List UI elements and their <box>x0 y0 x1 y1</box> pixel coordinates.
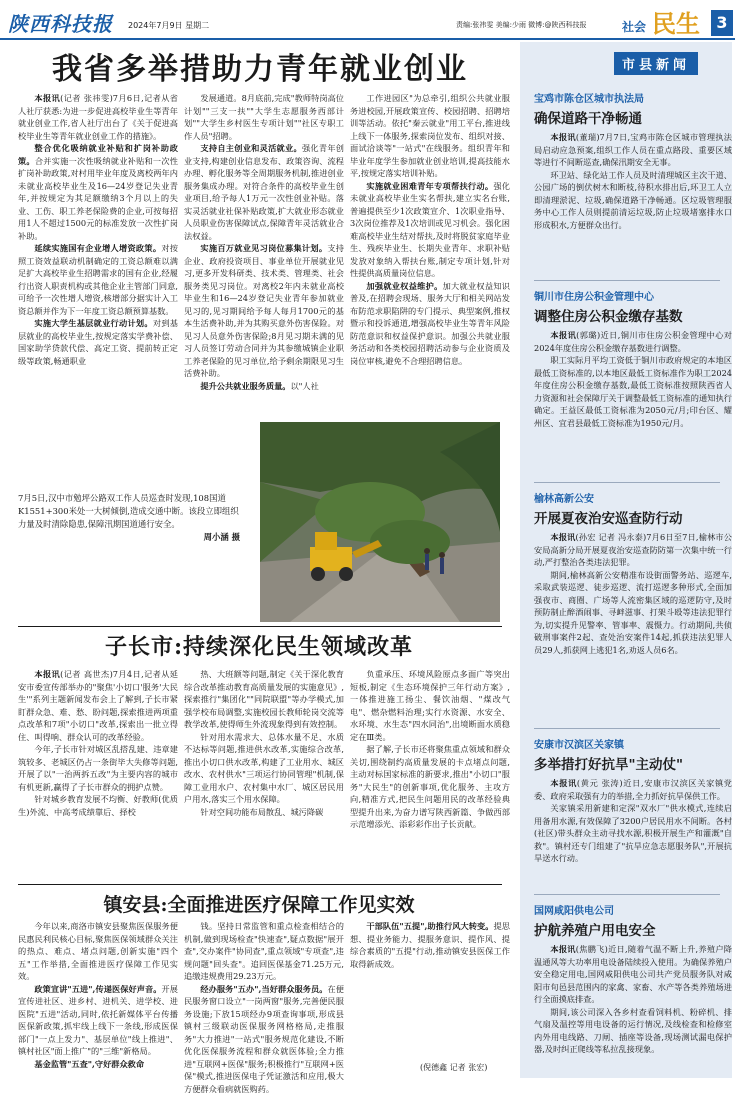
paragraph-text: (董瑞)7月7日,宝鸡市陈仓区城市管理执法局启动应急预案,组织工作人员在重点路段、重要区域等进行不间断巡查,确保汛期安全无事。 <box>534 132 732 167</box>
subheading: 支持自主创业和灵活就业。 <box>200 143 302 153</box>
paragraph: 职工实际月平均工资低于铜川市政府规定的本地区最低工资标准的,以本地区最低工资标准作为职工2024年度住房公积金缴存基数,最低工资标准按照陕西省人力资源和社会保障厅关于调整最低工资标准的通知执行确定。王益区最低工资标准为2050元/月;印台区、耀州区、宜君县最低工资标准为1950元/月。 <box>534 354 732 429</box>
paragraph <box>534 131 732 169</box>
sidebar-separator <box>534 728 720 729</box>
paragraph-text: (记者 高世杰)7月4日,记者从延安市委宣传部举办的"聚焦'小切口'服务'大民生'"系列主题新闻发布会上了解到,子长市紧盯群众急、难、愁、盼问题,探索推进两项重点改革和7项"小切口"改革,探索出一批立得住、叫得响、群众认可的改革经验。 <box>18 669 178 742</box>
subheading: 政策宣讲"五进",传递医保好声音。 <box>34 984 161 994</box>
paragraph <box>18 142 178 242</box>
lead-column-1 <box>18 92 178 492</box>
section-label: 社会 <box>622 18 646 35</box>
paragraph <box>534 531 732 569</box>
third-column-3 <box>350 920 510 1075</box>
sidebar-separator <box>534 894 720 895</box>
paragraph-text: (孙宏 记者 冯永泰)7月6日至7日,榆林市公安局高新分局开展夏夜治安巡查防防第一次集中统一行动,严打整治各类违法犯罪。 <box>534 532 732 567</box>
story-body <box>534 943 732 1056</box>
story-body <box>534 777 732 865</box>
paragraph <box>184 920 344 983</box>
paragraph-text: 提思想、提业务能力、提服务意识、提作风、提综合素质的"五提"行动,推动镇安县医保工作取得新成效。 <box>350 921 510 969</box>
paragraph <box>534 943 732 1006</box>
story-body <box>534 531 732 656</box>
paragraph <box>18 743 178 793</box>
paragraph <box>18 317 178 367</box>
paragraph-text: 今年,子长市针对城区乱搭乱建、违章建筑较多、老城区仍占一条街毕大失修等问题,开展了以"一治两拆五改"为主要内容的城市有机更新,赢得了子长市群众的拥护点赞。 <box>18 744 178 792</box>
sidebar-city-news <box>520 42 732 1078</box>
paragraph <box>18 920 178 983</box>
byline-label: 本报讯 <box>550 132 575 142</box>
sidebar-story <box>534 90 732 280</box>
paragraph-text: 据了解,子长市还将聚焦重点领域和群众关切,围绕制约高质量发展的卡点堵点问题,主动对标国家标准的新要求,推出"小切口"服务"大民生"的创新事项,优化服务、主攻方向,精准方式,把民生问题用民的改革经验典型提升出来,为奋力谱写陕西新篇、争做西部示范增添光、添彩彩作出子长贡献。 <box>350 744 510 829</box>
masthead <box>0 0 735 40</box>
lead-column-3 <box>350 92 510 422</box>
story-title: 多举措打好抗旱"主动仗" <box>534 753 732 773</box>
photo-credit: 周小涵 摄 <box>18 531 240 544</box>
newspaper-logo: 陕西科技报 <box>8 8 113 37</box>
third-column-1 <box>18 920 178 1075</box>
subheading: 实施就业困难青年专项帮扶行动。 <box>366 181 493 191</box>
page-number: 3 <box>711 10 733 36</box>
subheading: 整合优化吸纳就业补贴和扩岗补助政策。 <box>18 143 178 166</box>
paragraph <box>18 1058 178 1071</box>
paragraph <box>350 920 510 970</box>
story-kicker: 宝鸡市陈仓区城市执法局 <box>534 90 732 105</box>
paragraph-text: 工作进园区"为总牵引,组织公共就业服务进校园,开展政策宣传、校园招聘、招聘培训等活动。依托"秦云就业"用工平台,推进线上线下一体服务,探索岗位发布、组织对接、面试洽谈等"一站式"在线服务。组织青年和毕业年度学生参加就业创业培训,提高技能水平,按规定落实培训补贴。 <box>350 93 510 178</box>
paragraph-text: 加大就业权益知识普及,在招聘会现场、服务大厅和相关网站发布防范求职陷阱的专门提示、典型案例,推权暨示和投诉通道,增强高校毕业生等青年风险防范意识和权益保护意识。加强公共就业服务活动和各类校园招聘活动参与企业资质及岗位审核,避免不合理招聘信息。 <box>350 281 510 366</box>
byline-label: 本报讯 <box>550 532 575 542</box>
story-body <box>534 329 732 429</box>
sidebar-band: 市县新闻 <box>614 52 698 75</box>
third-credit: (倪德鑫 记者 张宏) <box>420 1062 510 1076</box>
paragraph-text: (黄元 张涛)近日,安康市汉滨区关家镇党委、政府采取强有力的举措,全力抓好抗旱保供工作。 <box>534 778 732 801</box>
second-column-3 <box>350 668 510 878</box>
paragraph-text: 对按照工资效益联动机制确定的工资总额难以满足扩大高校毕业生招聘需求的国有企业,经履行出资人职责机构或其他企业主管部门同意,可给予一次性增人增资,核增部分据实计入工资总额并作为下一年度工资总额预算基数。 <box>18 243 178 316</box>
editor-credits: 责编:张祎雯 美编:少雨 微博:@陕西科技报 <box>456 20 587 30</box>
story-title: 护航养殖户用电安全 <box>534 919 732 939</box>
sidebar-separator <box>534 482 720 483</box>
paragraph <box>534 777 732 802</box>
paragraph <box>184 92 344 142</box>
paragraph <box>18 668 178 743</box>
photo-caption <box>18 492 240 544</box>
byline-label: 本报讯 <box>550 778 577 788</box>
paragraph: 关家镇采用新建和定深"双水厂"供水模式,连续启用备用水源,有效保障了3200户居民用水不间断。各村(社区)带头群众主动寻找水源,积极开展生产和灌溉"自救"。镇村还专门组建了"抗旱应急志愿服务队",开展抗旱送水行动。 <box>534 802 732 865</box>
story-kicker: 榆林高新公安 <box>534 490 732 505</box>
paragraph-text: (焦鹏飞)近日,随着气温不断上升,养殖户降温通风等大功率用电设备陆续投入使用。为确保养殖户安全稳定用电,国网咸阳供电公司共产党员服务队对咸阳市旬邑县范围内的家禽、家畜、水产等各类养殖场进行全面摸底排查。 <box>534 944 732 1004</box>
byline-label: 本报讯 <box>550 944 575 954</box>
paragraph <box>18 92 178 142</box>
story-kicker: 国网咸阳供电公司 <box>534 902 732 917</box>
subheading: 加强就业权益维护。 <box>366 281 442 291</box>
paragraph <box>350 180 510 280</box>
subheading: 实施百万就业见习岗位募集计划。 <box>200 243 327 253</box>
paragraph-text: 钱。坚持日常监管和重点检查相结合的机制,做到现场检查"快速查",疑点数据"展开查",交办案件"协同查",重点领域"专项查",违规问题"回头查"。追回医保基金71.25万元,追缴违规费用29.23万元。 <box>184 921 344 981</box>
paragraph-text: 针对空间功能布局散乱、城污降碳 <box>200 807 323 817</box>
paragraph-text: 针对城乡教育发展不均衡、好教师(优质生)外流、中高考成绩靠后、择校 <box>18 794 178 817</box>
paragraph <box>184 242 344 380</box>
story-kicker: 安康市汉滨区关家镇 <box>534 736 732 751</box>
divider-line <box>18 884 502 885</box>
lead-column-2 <box>184 92 344 422</box>
lead-headline: 我省多举措助力青年就业创业 <box>30 44 490 88</box>
paragraph <box>350 668 510 743</box>
paragraph: 期间,榆林高新公安精准布设街面警务站、巡逻车,采取武装巡逻、徒步巡逻、流打巡逻多种形式,全面加强夜市、商圈、广场等人流密集区域的巡逻防守,及时预防制止醉酒闹事、寻衅滋事、打架斗殴等违法犯罪行为,切实提升见警率、管事率、震慑力。行动期间,共侦破刑事案件2起、查处治安案件14起,抓获违法犯罪人员29人,抓获网上逃犯1名,劝返人员6名。 <box>534 569 732 657</box>
paragraph <box>350 743 510 831</box>
paragraph-text: 负重承压、环境风险原点多面广等突出短板,制定《生态环境保护三年行动方案》,一体推进施工扬尘、餐饮油烟、"煤改气电"、燃杂燃料治理;实行水资源、水安全、水环境、水生态"四水同治",出境断面水质稳定在Ⅲ类。 <box>350 669 510 742</box>
byline-label: 本报讯 <box>34 93 60 103</box>
third-headline: 镇安县:全面推进医疗保障工作见实效 <box>20 890 498 917</box>
paragraph-text: 发展通道。8月底前,完成"教师特岗高位计划""三支一扶""大学生志愿服务西部计划""大学生乡村医生专项计划""社区专职工作人员"招聘。 <box>184 93 344 141</box>
paragraph-text: 强化青年创业支持,构建创业信息发布、政策咨询、流程办理、孵化服务等全周期服务机制,推进创业服务集成办理。对符合条件的高校毕业生创业项目,给予每人1万元一次性创业补贴。落实灵活就业社保补贴政策,扩大就业形态就业人员职业伤害保障试点,保障青年灵活就业合法权益。 <box>184 143 344 241</box>
paragraph: 期间,该公司深入各乡村查看饲料机、粉碎机、排气扇及温控等用电设备的运行情况,及线检查和检修室内外用电线路、刀闸、插座等设备,现场测试漏电保护器,及时纠正爬线等私拉乱接现象。 <box>534 1006 732 1056</box>
paragraph-text: (郭璐)近日,铜川市住房公积金管理中心对2024年度住房公积金缴存基数进行调整。 <box>534 330 732 353</box>
paragraph-text: 强化未就业高校毕业生实名帮扶,建立实名台账,普遍提供至少1次政策宣介、1次职业指导、3次岗位推荐及1次培训或见习机会。强化困难高校毕业生结对帮扶,及时将脱贫家庭毕业生、残疾毕业生、长期失业青年、求职补贴发放对象纳入帮扶台账,制定专项计划,针对性提供高质量岗位信息。 <box>350 181 510 279</box>
paragraph <box>18 793 178 818</box>
paragraph <box>18 983 178 1058</box>
section-char: 民生 <box>652 4 700 39</box>
paragraph <box>350 92 510 180</box>
issue-date: 2024年7月9日 星期二 <box>128 20 209 31</box>
story-title: 调整住房公积金缴存基数 <box>534 305 732 325</box>
paragraph <box>184 668 344 731</box>
story-title: 开展夏夜治安巡查防行动 <box>534 507 732 527</box>
paragraph <box>184 806 344 819</box>
sidebar-story <box>534 902 732 1072</box>
second-headline: 子长市:持续深化民生领域改革 <box>20 630 498 661</box>
story-body <box>534 131 732 231</box>
sidebar-story <box>534 288 732 482</box>
subheading: 延续实施国有企业增人增资政策。 <box>34 243 161 253</box>
paragraph-text: 针对用水需求大、总体水量不足、水质不达标等问题,推进供水改革,实施综合改革,推出小切口供水改革,构建了工业用水、城区改水、农村供水"三项运行协同管理"机制,保障工业用水户、农村集中水厂、城区居民用户用水,落实三个用水保障。 <box>184 732 344 805</box>
sidebar-separator <box>534 280 720 281</box>
paragraph: 环卫站、绿化站工作人员及时清理城区主次干道、公园广场的倒伏树木和断枝,待积水排出后,环卫工人立即清理淤泥、垃圾,确保道路干净畅通。区垃圾管理服务中心工作人员则提前清运垃圾,防止垃圾堵塞排水口形成积水,方便群众出行。 <box>534 169 732 232</box>
paragraph-text: 对到基层就业的高校毕业生,按规定落实学费补偿、国家助学贷款代偿、高定工资、提前转正定级等政策,畅通职业 <box>18 318 178 366</box>
third-column-2 <box>184 920 344 1075</box>
story-title: 确保道路干净畅通 <box>534 107 732 127</box>
subheading: 提升公共就业服务质量。 <box>200 381 290 391</box>
paragraph-text: 热、大班额等问题,制定《关于深化教育综合改革推动教育高质量发展的实施意见》,探索推行"集团化""同院联盟"等办学模式,加强学校布局调整,实施校园长教师轮岗交流等教学改革,使得师生外流现象得到有效控制。 <box>184 669 344 729</box>
subheading: 实施大学生基层就业行动计划。 <box>34 318 152 328</box>
sidebar-story <box>534 490 732 730</box>
paragraph-text: 合并实施一次性吸纳就业补贴和一次性扩岗补助政策,对村用毕业年度及离校两年内未就业高校毕业生及16—24岁登记失业青年,并按规定为其足额缴纳3个月以上的失业、工伤、职工养老保险费的企业,可按每招用1人不超过1500元的标准发放一次性扩岗补助。 <box>18 156 178 241</box>
paragraph-text: 今年以来,商洛市镇安县聚焦医保服务便民惠民利民核心目标,聚焦医保领域群众关注的热点、难点、堵点问题,创新实施"四个五"工作举措,全面推进医疗保障工作见实效。 <box>18 921 178 981</box>
news-photo-fallen-tree <box>260 422 500 622</box>
second-column-1 <box>18 668 178 878</box>
paragraph-text: 在便民服务窗口设立"一岗两窗"服务,完善便民服务设施;下放15项经办9项查询事项,形成县镇村三级联动医保服务网格格局,走推服务"大力推进"一站式"服务规范化建设,不断优化医保服务流程和群众就医体验;全力推进"互联网+医保"服务;积极推行"互联网+医保"模式,推进医保电子凭证激活和应用,极大方便群众看病就医购药。 <box>184 984 344 1094</box>
divider-line <box>18 626 502 627</box>
byline-label: 本报讯 <box>550 330 576 340</box>
paragraph <box>350 280 510 368</box>
paragraph-text: 以"人社 <box>290 381 318 391</box>
paragraph <box>18 242 178 317</box>
caption-text: 7月5日,汉中市勉坪公路双工作人员巡查时发现,108国道K1551+300米处一大树倾倒,造成交通中断。该段立即组织力量及时清除隐患,保障汛期国道通行安全。 <box>18 492 240 531</box>
subheading: 经办服务"五办",当好群众服务员。 <box>200 984 327 994</box>
paragraph <box>184 731 344 806</box>
paragraph <box>184 380 344 393</box>
story-kicker: 铜川市住房公积金管理中心 <box>534 288 732 303</box>
subheading: 基金监管"五查",守好群众救命 <box>34 1059 144 1069</box>
paragraph <box>534 329 732 354</box>
subheading: 干部队伍"五提",助推行风大转变。 <box>366 921 493 931</box>
paragraph-text: 开展宣传进社区、进乡村、进机关、进学校、进医院"五进"活动,同时,依托新媒体平台传播医保新政策,抓牢线上线下一条线,形成医保部门"一点上发力"、基层单位"线上推进"、镇村社区"面上推广"的"三维"新格局。 <box>18 984 178 1057</box>
paragraph <box>184 142 344 242</box>
sidebar-story <box>534 736 732 896</box>
second-column-2 <box>184 668 344 878</box>
byline-label: 本报讯 <box>34 669 60 679</box>
paragraph <box>184 983 344 1095</box>
paragraph-text: (记者 张祎雯)7月6日,记者从省人社厅获悉:为进一步促进高校毕业生等青年就业创业工作,省人社厅出台了《关于促进高校毕业生等青年就业创业工作的措施》。 <box>18 93 178 141</box>
paragraph-text: 支持企业、政府投资项目、事业单位开展就业见习,更多开发科研类、技术类、管理类、社会服务类见习岗位。对离校2年内未就业高校毕业生和16—24岁登记失业青年参加就业见习的,见习期间给予每人每月1700元的基本生活费补助,并为其购买意外伤害保险。对见习人员意外伤害保险;8月见习期未满的见习人员签订劳动合同并为其参缴城镇企业职工养老保险的见习单位,给予剩余期限见习生活费补助。 <box>184 243 344 378</box>
